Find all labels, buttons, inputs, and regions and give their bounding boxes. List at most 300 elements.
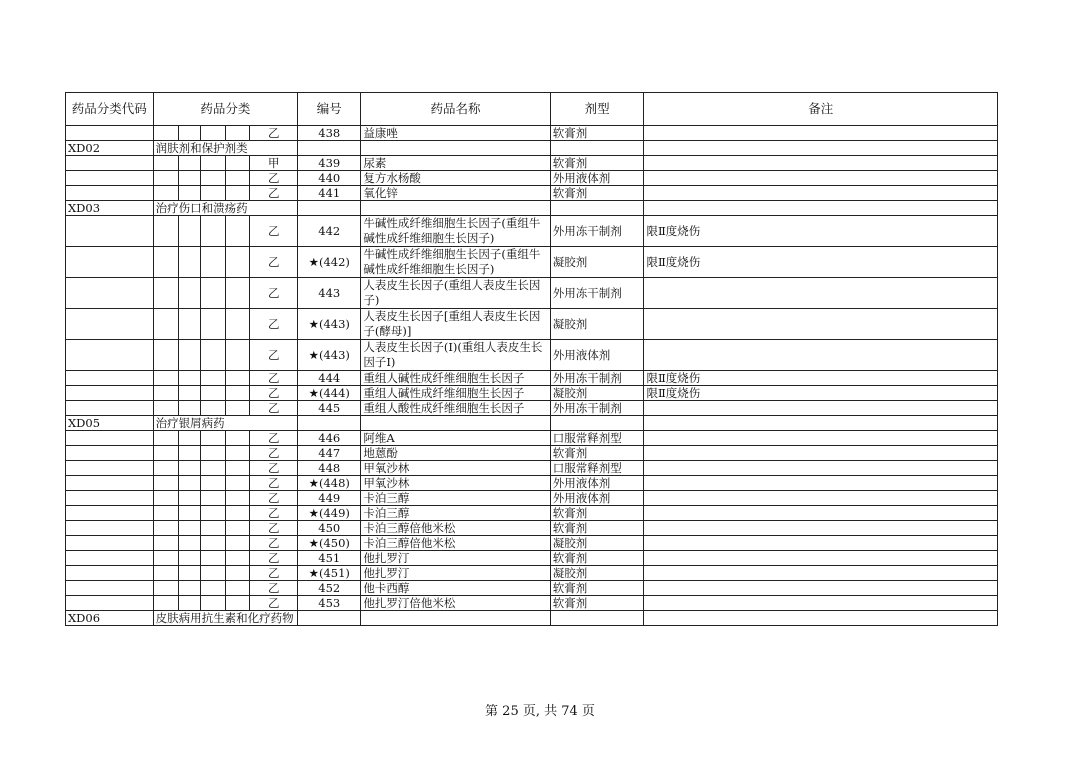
dosage-form: 软膏剂 (550, 581, 644, 596)
drug-class: 乙 (250, 551, 298, 566)
category-subcell (225, 431, 249, 446)
drug-name: 重组人酸性成纤维细胞生长因子 (361, 401, 550, 416)
drug-class: 乙 (250, 491, 298, 506)
remark: 限Ⅱ度烧伤 (644, 386, 998, 401)
dosage-form: 软膏剂 (550, 446, 644, 461)
category-subcell (201, 309, 225, 340)
drug-row (66, 216, 998, 247)
remark (644, 506, 998, 521)
drug-class: 甲 (250, 156, 298, 171)
remark (644, 171, 998, 186)
category-subcell (225, 156, 249, 171)
dosage-form: 软膏剂 (550, 186, 644, 201)
drug-number: 452 (298, 581, 361, 596)
category-subcell (153, 371, 178, 386)
category-subcell (225, 446, 249, 461)
drug-name: 他扎罗汀 (361, 551, 550, 566)
number-cell (298, 141, 361, 156)
dosage-form: 外用液体剂 (550, 171, 644, 186)
drug-row (66, 386, 998, 401)
drug-number: 442 (298, 216, 361, 247)
remark (644, 126, 998, 141)
category-subcell (153, 461, 178, 476)
drug-number: ★(443) (298, 340, 361, 371)
drug-number: 450 (298, 521, 361, 536)
drug-name: 卡泊三醇倍他米松 (361, 536, 550, 551)
remark (644, 431, 998, 446)
group-label: 治疗银屑病药 (153, 416, 298, 431)
category-subcell (225, 476, 249, 491)
code-cell (66, 431, 154, 446)
category-subcell (225, 566, 249, 581)
category-subcell (201, 386, 225, 401)
form-cell (550, 141, 644, 156)
dosage-form: 软膏剂 (550, 521, 644, 536)
drug-class: 乙 (250, 566, 298, 581)
drug-row (66, 340, 998, 371)
code-cell (66, 247, 154, 278)
remark-cell (644, 201, 998, 216)
drug-class: 乙 (250, 186, 298, 201)
dosage-form: 外用液体剂 (550, 491, 644, 506)
category-subcell (201, 126, 225, 141)
table-header-row (66, 93, 998, 126)
drug-row (66, 186, 998, 201)
code-cell (66, 461, 154, 476)
name-cell (361, 611, 550, 626)
category-subcell (225, 340, 249, 371)
drug-name: 人表皮生长因子[重组人表皮生长因子(酵母)] (361, 309, 550, 340)
category-subcell (201, 401, 225, 416)
drug-name: 益康唑 (361, 126, 550, 141)
drug-class: 乙 (250, 536, 298, 551)
code-cell (66, 126, 154, 141)
remark (644, 566, 998, 581)
drug-row (66, 536, 998, 551)
group-code: XD06 (66, 611, 154, 626)
header-remark: 备注 (644, 93, 998, 126)
code-cell (66, 521, 154, 536)
drug-row (66, 371, 998, 386)
form-cell (550, 611, 644, 626)
remark (644, 491, 998, 506)
drug-row (66, 566, 998, 581)
drug-row (66, 581, 998, 596)
drug-name: 阿维A (361, 431, 550, 446)
category-subcell (225, 461, 249, 476)
drug-row (66, 491, 998, 506)
group-label: 润肤剂和保护剂类 (153, 141, 298, 156)
category-subcell (153, 476, 178, 491)
remark: 限Ⅱ度烧伤 (644, 371, 998, 386)
drug-name: 他扎罗汀倍他米松 (361, 596, 550, 611)
code-cell (66, 401, 154, 416)
drug-name: 地蒽酚 (361, 446, 550, 461)
group-row (66, 141, 998, 156)
category-subcell (153, 446, 178, 461)
category-subcell (153, 171, 178, 186)
drug-number: ★(451) (298, 566, 361, 581)
drug-class: 乙 (250, 596, 298, 611)
group-row (66, 611, 998, 626)
code-cell (66, 566, 154, 581)
code-cell (66, 386, 154, 401)
drug-number: ★(448) (298, 476, 361, 491)
category-subcell (153, 386, 178, 401)
category-subcell (201, 371, 225, 386)
dosage-form: 软膏剂 (550, 506, 644, 521)
remark: 限Ⅱ度烧伤 (644, 216, 998, 247)
category-subcell (225, 551, 249, 566)
drug-class: 乙 (250, 476, 298, 491)
group-code: XD03 (66, 201, 154, 216)
drug-number: 439 (298, 156, 361, 171)
drug-number: 441 (298, 186, 361, 201)
remark (644, 309, 998, 340)
dosage-form: 凝胶剂 (550, 536, 644, 551)
category-subcell (153, 309, 178, 340)
category-subcell (179, 491, 201, 506)
category-subcell (201, 506, 225, 521)
drug-name: 他卡西醇 (361, 581, 550, 596)
drug-number: 447 (298, 446, 361, 461)
category-subcell (153, 340, 178, 371)
remark (644, 461, 998, 476)
dosage-form: 口服常释剂型 (550, 431, 644, 446)
drug-class: 乙 (250, 401, 298, 416)
category-subcell (179, 536, 201, 551)
remark (644, 340, 998, 371)
category-subcell (179, 309, 201, 340)
remark (644, 596, 998, 611)
category-subcell (225, 491, 249, 506)
drug-class: 乙 (250, 126, 298, 141)
category-subcell (153, 126, 178, 141)
dosage-form: 外用冻干制剂 (550, 278, 644, 309)
remark (644, 278, 998, 309)
drug-number: 448 (298, 461, 361, 476)
drug-row (66, 431, 998, 446)
category-subcell (225, 521, 249, 536)
drug-class: 乙 (250, 247, 298, 278)
category-subcell (201, 247, 225, 278)
remark (644, 156, 998, 171)
remark (644, 551, 998, 566)
code-cell (66, 186, 154, 201)
drug-class: 乙 (250, 506, 298, 521)
name-cell (361, 416, 550, 431)
header-code: 药品分类代码 (66, 93, 154, 126)
dosage-form: 外用液体剂 (550, 340, 644, 371)
dosage-form: 外用冻干制剂 (550, 401, 644, 416)
category-subcell (153, 216, 178, 247)
drug-name: 重组人碱性成纤维细胞生长因子 (361, 386, 550, 401)
category-subcell (179, 506, 201, 521)
drug-name: 复方水杨酸 (361, 171, 550, 186)
name-cell (361, 141, 550, 156)
code-cell (66, 506, 154, 521)
remark-cell (644, 416, 998, 431)
category-subcell (179, 446, 201, 461)
drug-number: 443 (298, 278, 361, 309)
category-subcell (179, 186, 201, 201)
category-subcell (225, 581, 249, 596)
drug-row (66, 506, 998, 521)
drug-class: 乙 (250, 386, 298, 401)
category-subcell (153, 431, 178, 446)
category-subcell (201, 431, 225, 446)
category-subcell (225, 186, 249, 201)
drug-row (66, 247, 998, 278)
category-subcell (179, 581, 201, 596)
category-subcell (179, 278, 201, 309)
category-subcell (201, 521, 225, 536)
drug-class: 乙 (250, 171, 298, 186)
category-subcell (225, 596, 249, 611)
drug-number: 444 (298, 371, 361, 386)
code-cell (66, 216, 154, 247)
category-subcell (179, 171, 201, 186)
remark-cell (644, 141, 998, 156)
remark (644, 536, 998, 551)
remark-cell (644, 611, 998, 626)
code-cell (66, 371, 154, 386)
category-subcell (201, 476, 225, 491)
drug-row (66, 521, 998, 536)
drug-name: 人表皮生长因子(Ⅰ)(重组人表皮生长因子Ⅰ) (361, 340, 550, 371)
drug-name: 重组人碱性成纤维细胞生长因子 (361, 371, 550, 386)
category-subcell (179, 521, 201, 536)
remark (644, 581, 998, 596)
group-label: 治疗伤口和溃疡药 (153, 201, 298, 216)
drug-number: ★(450) (298, 536, 361, 551)
category-subcell (201, 581, 225, 596)
group-row (66, 201, 998, 216)
category-subcell (225, 247, 249, 278)
drug-number: 446 (298, 431, 361, 446)
remark (644, 401, 998, 416)
group-label: 皮肤病用抗生素和化疗药物 (153, 611, 298, 626)
drug-row (66, 171, 998, 186)
code-cell (66, 171, 154, 186)
drug-number: 451 (298, 551, 361, 566)
category-subcell (201, 446, 225, 461)
drug-number: 449 (298, 491, 361, 506)
category-subcell (153, 156, 178, 171)
category-subcell (153, 506, 178, 521)
category-subcell (201, 156, 225, 171)
drug-name: 他扎罗汀 (361, 566, 550, 581)
form-cell (550, 201, 644, 216)
dosage-form: 凝胶剂 (550, 386, 644, 401)
category-subcell (153, 401, 178, 416)
drug-number: 453 (298, 596, 361, 611)
drug-name: 尿素 (361, 156, 550, 171)
drug-class: 乙 (250, 446, 298, 461)
code-cell (66, 536, 154, 551)
remark (644, 446, 998, 461)
category-subcell (201, 216, 225, 247)
drug-name: 卡泊三醇 (361, 506, 550, 521)
category-subcell (179, 340, 201, 371)
drug-row (66, 596, 998, 611)
form-cell (550, 416, 644, 431)
drug-row (66, 156, 998, 171)
drug-number: ★(442) (298, 247, 361, 278)
drug-name: 氧化锌 (361, 186, 550, 201)
category-subcell (225, 386, 249, 401)
category-subcell (179, 401, 201, 416)
category-subcell (179, 247, 201, 278)
drug-name: 卡泊三醇 (361, 491, 550, 506)
drug-number: ★(449) (298, 506, 361, 521)
category-subcell (153, 491, 178, 506)
header-form: 剂型 (550, 93, 644, 126)
category-subcell (153, 521, 178, 536)
drug-class: 乙 (250, 431, 298, 446)
category-subcell (201, 461, 225, 476)
category-subcell (225, 126, 249, 141)
number-cell (298, 201, 361, 216)
code-cell (66, 309, 154, 340)
category-subcell (153, 278, 178, 309)
category-subcell (179, 596, 201, 611)
drug-name: 甲氧沙林 (361, 476, 550, 491)
drug-row (66, 446, 998, 461)
category-subcell (179, 431, 201, 446)
dosage-form: 软膏剂 (550, 126, 644, 141)
category-subcell (201, 596, 225, 611)
drug-class: 乙 (250, 278, 298, 309)
dosage-form: 软膏剂 (550, 156, 644, 171)
code-cell (66, 581, 154, 596)
drug-class: 乙 (250, 521, 298, 536)
category-subcell (179, 461, 201, 476)
group-row (66, 416, 998, 431)
drug-row (66, 401, 998, 416)
number-cell (298, 416, 361, 431)
header-name: 药品名称 (361, 93, 550, 126)
dosage-form: 口服常释剂型 (550, 461, 644, 476)
category-subcell (225, 171, 249, 186)
category-subcell (179, 566, 201, 581)
group-code: XD05 (66, 416, 154, 431)
category-subcell (225, 216, 249, 247)
code-cell (66, 596, 154, 611)
category-subcell (179, 371, 201, 386)
category-subcell (179, 216, 201, 247)
drug-number: 440 (298, 171, 361, 186)
category-subcell (153, 596, 178, 611)
drug-class: 乙 (250, 371, 298, 386)
group-code: XD02 (66, 141, 154, 156)
number-cell (298, 611, 361, 626)
category-subcell (179, 476, 201, 491)
category-subcell (179, 551, 201, 566)
category-subcell (225, 506, 249, 521)
category-subcell (179, 156, 201, 171)
drug-name: 牛碱性成纤维细胞生长因子(重组牛碱性成纤维细胞生长因子) (361, 247, 550, 278)
dosage-form: 凝胶剂 (550, 309, 644, 340)
category-subcell (201, 491, 225, 506)
code-cell (66, 156, 154, 171)
category-subcell (201, 340, 225, 371)
category-subcell (153, 247, 178, 278)
code-cell (66, 446, 154, 461)
drug-name: 人表皮生长因子(重组人表皮生长因子) (361, 278, 550, 309)
dosage-form: 凝胶剂 (550, 566, 644, 581)
remark: 限Ⅱ度烧伤 (644, 247, 998, 278)
drug-class: 乙 (250, 309, 298, 340)
dosage-form: 软膏剂 (550, 551, 644, 566)
category-subcell (153, 551, 178, 566)
category-subcell (225, 309, 249, 340)
category-subcell (225, 536, 249, 551)
category-subcell (225, 371, 249, 386)
category-subcell (153, 581, 178, 596)
category-subcell (179, 126, 201, 141)
category-subcell (201, 171, 225, 186)
category-subcell (153, 186, 178, 201)
drug-name: 甲氧沙林 (361, 461, 550, 476)
header-number: 编号 (298, 93, 361, 126)
drug-row (66, 126, 998, 141)
drug-row (66, 551, 998, 566)
code-cell (66, 491, 154, 506)
drug-class: 乙 (250, 461, 298, 476)
category-subcell (201, 536, 225, 551)
drug-row (66, 309, 998, 340)
drug-catalog-table (65, 92, 998, 626)
drug-name: 牛碱性成纤维细胞生长因子(重组牛碱性成纤维细胞生长因子) (361, 216, 550, 247)
drug-number: ★(443) (298, 309, 361, 340)
name-cell (361, 201, 550, 216)
category-subcell (225, 401, 249, 416)
drug-row (66, 278, 998, 309)
remark (644, 476, 998, 491)
code-cell (66, 551, 154, 566)
drug-number: 445 (298, 401, 361, 416)
category-subcell (179, 386, 201, 401)
drug-row (66, 476, 998, 491)
category-subcell (153, 536, 178, 551)
remark (644, 186, 998, 201)
drug-class: 乙 (250, 216, 298, 247)
drug-number: ★(444) (298, 386, 361, 401)
drug-name: 卡泊三醇倍他米松 (361, 521, 550, 536)
page-footer: 第 25 页, 共 74 页 (485, 704, 595, 719)
remark (644, 521, 998, 536)
category-subcell (153, 566, 178, 581)
drug-row (66, 461, 998, 476)
code-cell (66, 476, 154, 491)
header-category: 药品分类 (153, 93, 298, 126)
dosage-form: 外用冻干制剂 (550, 371, 644, 386)
drug-class: 乙 (250, 581, 298, 596)
drug-number: 438 (298, 126, 361, 141)
dosage-form: 外用液体剂 (550, 476, 644, 491)
category-subcell (225, 278, 249, 309)
category-subcell (201, 551, 225, 566)
dosage-form: 软膏剂 (550, 596, 644, 611)
category-subcell (201, 278, 225, 309)
category-subcell (201, 566, 225, 581)
code-cell (66, 278, 154, 309)
dosage-form: 凝胶剂 (550, 247, 644, 278)
drug-class: 乙 (250, 340, 298, 371)
dosage-form: 外用冻干制剂 (550, 216, 644, 247)
code-cell (66, 340, 154, 371)
